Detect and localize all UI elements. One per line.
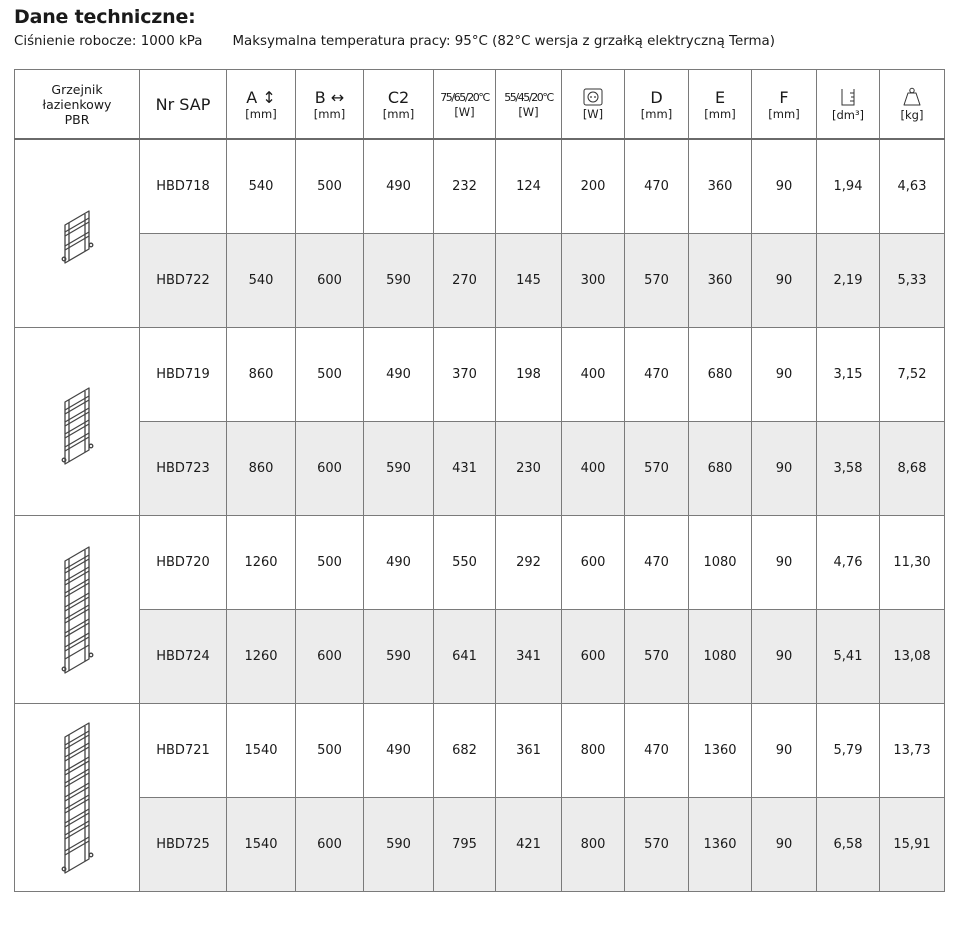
table-header-row (15, 70, 945, 140)
cell-d: 470 (625, 328, 689, 422)
cell-volume: 3,58 (817, 422, 880, 516)
cell-d: 470 (625, 139, 689, 234)
cell-sap: HBD720 (140, 516, 227, 610)
cell-power: 600 (562, 610, 625, 704)
header-radiator: Grzejnik łazienkowy PBR (15, 70, 140, 140)
cell-b: 600 (296, 798, 364, 892)
cell-sap: HBD721 (140, 704, 227, 798)
cell-d: 470 (625, 704, 689, 798)
cell-b: 500 (296, 328, 364, 422)
cell-q2: 341 (496, 610, 562, 704)
subtitle (14, 34, 775, 49)
cell-a: 1260 (227, 516, 296, 610)
cell-q2: 292 (496, 516, 562, 610)
cell-c2: 490 (364, 704, 434, 798)
cell-power: 800 (562, 704, 625, 798)
cell-q2: 124 (496, 139, 562, 234)
table-row (15, 328, 945, 422)
cell-q1: 232 (434, 139, 496, 234)
cell-q1: 431 (434, 422, 496, 516)
cell-a: 540 (227, 139, 296, 234)
cell-q1: 270 (434, 234, 496, 328)
cell-weight: 4,63 (880, 139, 945, 234)
cell-volume: 5,41 (817, 610, 880, 704)
cell-f: 90 (752, 328, 817, 422)
cell-e: 680 (689, 422, 752, 516)
cell-weight: 7,52 (880, 328, 945, 422)
cell-a: 540 (227, 234, 296, 328)
cell-c2: 590 (364, 798, 434, 892)
cell-weight: 13,73 (880, 704, 945, 798)
cell-a: 860 (227, 422, 296, 516)
towel-radiator-large-icon (47, 535, 107, 685)
towel-radiator-small-icon (47, 199, 107, 269)
cell-e: 1080 (689, 516, 752, 610)
cell-b: 600 (296, 234, 364, 328)
header-power: [W] (562, 70, 625, 140)
cell-q1: 795 (434, 798, 496, 892)
radiator-image-cell (15, 704, 140, 892)
table-row (15, 704, 945, 798)
cell-a: 1260 (227, 610, 296, 704)
pressure-text: Ciśnienie robocze: 1000 kPa (14, 34, 203, 49)
cell-power: 200 (562, 139, 625, 234)
radiator-image-cell (15, 516, 140, 704)
header-d: D [mm] (625, 70, 689, 140)
cell-c2: 590 (364, 422, 434, 516)
cell-b: 600 (296, 422, 364, 516)
cell-q2: 198 (496, 328, 562, 422)
cell-power: 600 (562, 516, 625, 610)
cell-sap: HBD725 (140, 798, 227, 892)
towel-radiator-xlarge-icon (47, 713, 107, 883)
cell-b: 500 (296, 704, 364, 798)
cell-sap: HBD722 (140, 234, 227, 328)
cell-a: 860 (227, 328, 296, 422)
cell-d: 570 (625, 422, 689, 516)
cell-e: 360 (689, 139, 752, 234)
cell-power: 800 (562, 798, 625, 892)
cell-sap: HBD724 (140, 610, 227, 704)
header-e: E [mm] (689, 70, 752, 140)
header-volume: [dm³] (817, 70, 880, 140)
cell-f: 90 (752, 610, 817, 704)
cell-d: 570 (625, 798, 689, 892)
cell-c2: 590 (364, 610, 434, 704)
header-b: B ↔ [mm] (296, 70, 364, 140)
cell-e: 1080 (689, 610, 752, 704)
cell-e: 1360 (689, 704, 752, 798)
cell-b: 500 (296, 139, 364, 234)
cell-e: 680 (689, 328, 752, 422)
vertical-arrow-icon: ↕ (262, 87, 276, 107)
cell-q1: 641 (434, 610, 496, 704)
header-c2: C2 [mm] (364, 70, 434, 140)
cell-volume: 1,94 (817, 139, 880, 234)
cell-a: 1540 (227, 704, 296, 798)
cell-q1: 682 (434, 704, 496, 798)
page-title: Dane techniczne: (14, 6, 196, 28)
table-row (15, 139, 945, 234)
cell-f: 90 (752, 798, 817, 892)
cell-d: 570 (625, 610, 689, 704)
cell-b: 500 (296, 516, 364, 610)
technical-data-table (14, 69, 945, 892)
max-temp-text: Maksymalna temperatura pracy: 95°C (82°C wersja z grzałką elektryczną Terma) (232, 34, 775, 49)
cell-weight: 13,08 (880, 610, 945, 704)
cell-b: 600 (296, 610, 364, 704)
radiator-image-cell (15, 139, 140, 328)
header-a: A ↕ [mm] (227, 70, 296, 140)
cell-f: 90 (752, 704, 817, 798)
weight-icon (902, 87, 922, 107)
cell-c2: 490 (364, 516, 434, 610)
cell-power: 400 (562, 422, 625, 516)
cell-weight: 15,91 (880, 798, 945, 892)
cell-q2: 230 (496, 422, 562, 516)
cell-sap: HBD723 (140, 422, 227, 516)
cell-q1: 550 (434, 516, 496, 610)
cell-q2: 361 (496, 704, 562, 798)
cell-volume: 4,76 (817, 516, 880, 610)
cell-volume: 5,79 (817, 704, 880, 798)
socket-icon (583, 88, 603, 106)
table-row (15, 798, 945, 892)
header-sap: Nr SAP (140, 70, 227, 140)
cell-weight: 11,30 (880, 516, 945, 610)
radiator-image-cell (15, 328, 140, 516)
cell-sap: HBD718 (140, 139, 227, 234)
cell-f: 90 (752, 234, 817, 328)
table-row (15, 516, 945, 610)
cell-power: 400 (562, 328, 625, 422)
cell-volume: 3,15 (817, 328, 880, 422)
cell-volume: 6,58 (817, 798, 880, 892)
cell-weight: 5,33 (880, 234, 945, 328)
cell-power: 300 (562, 234, 625, 328)
cell-f: 90 (752, 422, 817, 516)
cell-q2: 421 (496, 798, 562, 892)
cell-d: 470 (625, 516, 689, 610)
cell-c2: 490 (364, 328, 434, 422)
table-row (15, 234, 945, 328)
cell-weight: 8,68 (880, 422, 945, 516)
cell-c2: 490 (364, 139, 434, 234)
header-q2: 55/45/20°C [W] (496, 70, 562, 140)
cell-f: 90 (752, 516, 817, 610)
header-weight: [kg] (880, 70, 945, 140)
header-f: F [mm] (752, 70, 817, 140)
water-volume-icon (839, 87, 857, 107)
table-row (15, 422, 945, 516)
cell-e: 1360 (689, 798, 752, 892)
header-q1: 75/65/20°C [W] (434, 70, 496, 140)
cell-f: 90 (752, 139, 817, 234)
table-row (15, 610, 945, 704)
horizontal-arrow-icon: ↔ (330, 87, 345, 107)
cell-volume: 2,19 (817, 234, 880, 328)
cell-a: 1540 (227, 798, 296, 892)
cell-e: 360 (689, 234, 752, 328)
towel-radiator-medium-icon (47, 372, 107, 472)
cell-c2: 590 (364, 234, 434, 328)
cell-sap: HBD719 (140, 328, 227, 422)
cell-q1: 370 (434, 328, 496, 422)
cell-q2: 145 (496, 234, 562, 328)
cell-d: 570 (625, 234, 689, 328)
